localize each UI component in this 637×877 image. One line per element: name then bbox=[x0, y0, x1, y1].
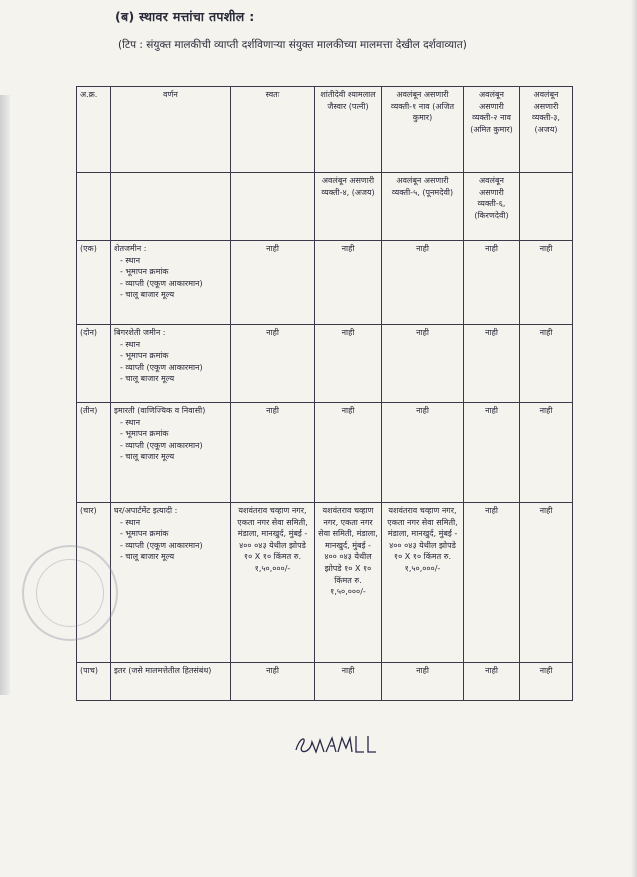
row-dependent-3: नाही bbox=[520, 325, 573, 403]
row-description bbox=[111, 241, 231, 325]
header-description: वर्णन bbox=[111, 87, 231, 173]
row-dependent-1: यशवंतराव चव्हाण नगर, एकता नगर सेवा समिती, मंडाला, मानखुर्द, मुंबई - ४०० ०४३ येथील झोपडे १० X १० किंमत रु. १,५०,०००/- bbox=[382, 503, 464, 663]
row-description bbox=[111, 663, 231, 701]
row-self: नाही bbox=[231, 241, 315, 325]
row-title: इतर (जसे मालमत्तेतील हितसंबंध) bbox=[114, 666, 212, 675]
row-spouse: नाही bbox=[315, 663, 382, 701]
row-dependent-1: नाही bbox=[382, 241, 464, 325]
row-self: नाही bbox=[231, 403, 315, 503]
row-dependent-1: नाही bbox=[382, 403, 464, 503]
table-header-row bbox=[77, 87, 573, 173]
row-detail: - व्याप्ती (एकूण आकारमान) bbox=[120, 278, 203, 288]
header-dependent-2: अवलंबून असणारी व्यक्ती-२ नाव (अमित कुमार) bbox=[464, 87, 520, 173]
row-serial: (चार) bbox=[77, 503, 111, 663]
subheader-dependent-5: अवलंबून असणारी व्यक्ती-५, (पूनमदेवी) bbox=[382, 173, 464, 241]
row-dependent-2: नाही bbox=[464, 325, 520, 403]
subheader-dependent-4: अवलंबून असणारी व्यक्ती-४, (अजय) bbox=[315, 173, 382, 241]
row-detail: - भूमापन क्रमांक bbox=[120, 351, 169, 361]
row-serial: (एक) bbox=[77, 241, 111, 325]
signature-stroke bbox=[296, 736, 376, 752]
subheader-dependent-6: अवलंबून असणारी व्यक्ती-६, (किरणदेवी) bbox=[464, 173, 520, 241]
row-detail: - स्थान bbox=[120, 517, 141, 527]
row-spouse: नाही bbox=[315, 325, 382, 403]
row-dependent-2: नाही bbox=[464, 663, 520, 701]
row-detail: - स्थान bbox=[120, 339, 141, 349]
empty-cell bbox=[231, 173, 315, 241]
empty-cell bbox=[77, 173, 111, 241]
row-detail: - भूमापन क्रमांक bbox=[120, 267, 169, 277]
faded-stamp-ring bbox=[36, 559, 104, 627]
faded-stamp bbox=[22, 545, 118, 641]
table-row bbox=[77, 241, 573, 325]
header-dependent-1: अवलंबून असणारी व्यक्ती-१ नाव (अजित कुमार) bbox=[382, 87, 464, 173]
row-title: बिगरशेती जमीन : bbox=[114, 328, 166, 337]
row-detail: - भूमापन क्रमांक bbox=[120, 429, 169, 439]
row-description bbox=[111, 325, 231, 403]
row-detail: - चालू बाजार मूल्य bbox=[120, 452, 175, 462]
row-detail: - व्याप्ती (एकूण आकारमान) bbox=[120, 440, 203, 450]
row-self: नाही bbox=[231, 663, 315, 701]
row-serial: (दोन) bbox=[77, 325, 111, 403]
row-detail: - व्याप्ती (एकूण आकारमान) bbox=[120, 362, 203, 372]
row-detail: - भूमापन क्रमांक bbox=[120, 529, 169, 539]
signature bbox=[290, 728, 380, 760]
row-dependent-2: नाही bbox=[464, 503, 520, 663]
row-description bbox=[111, 403, 231, 503]
row-spouse: नाही bbox=[315, 241, 382, 325]
row-self: यशवंतराव चव्हाण नगर, एकता नगर सेवा समिती, मंडाला, मानखुर्द, मुंबई - ४०० ०४३ येथील झोपडे १० X १० किंमत रु. १,५०,०००/- bbox=[231, 503, 315, 663]
row-dependent-1: नाही bbox=[382, 325, 464, 403]
row-serial: (पाच) bbox=[77, 663, 111, 701]
row-serial: (तीन) bbox=[77, 403, 111, 503]
row-dependent-2: नाही bbox=[464, 241, 520, 325]
table-row bbox=[77, 663, 573, 701]
empty-cell bbox=[520, 173, 573, 241]
row-title: घर/अपार्टमेंट इत्यादी : bbox=[114, 506, 178, 515]
table-row bbox=[77, 325, 573, 403]
immovable-assets-table bbox=[76, 86, 573, 701]
table-row bbox=[77, 503, 573, 663]
row-dependent-3: नाही bbox=[520, 403, 573, 503]
empty-cell bbox=[111, 173, 231, 241]
row-dependent-3: नाही bbox=[520, 503, 573, 663]
row-detail: - चालू बाजार मूल्य bbox=[120, 374, 175, 384]
row-spouse: नाही bbox=[315, 403, 382, 503]
row-title: शेतजमीन : bbox=[114, 244, 147, 253]
row-self: नाही bbox=[231, 325, 315, 403]
row-detail: - स्थान bbox=[120, 417, 141, 427]
header-self: स्वतः bbox=[231, 87, 315, 173]
page-edge-shadow bbox=[631, 0, 637, 877]
row-dependent-3: नाही bbox=[520, 663, 573, 701]
row-description bbox=[111, 503, 231, 663]
row-dependent-3: नाही bbox=[520, 241, 573, 325]
row-dependent-1: नाही bbox=[382, 663, 464, 701]
page-edge-shadow bbox=[0, 95, 10, 695]
row-title: इमारती (वाणिज्यिक व निवासी) bbox=[114, 406, 206, 415]
section-heading: (ब) स्थावर मत्तांचा तपशील : bbox=[115, 9, 255, 24]
header-serial: अ.क्र. bbox=[77, 87, 111, 173]
row-detail: - चालू बाजार मूल्य bbox=[120, 552, 175, 562]
table-row bbox=[77, 403, 573, 503]
table-subheader-row bbox=[77, 173, 573, 241]
header-dependent-3: अवलंबून असणारी व्यक्ती-३, (अजय) bbox=[520, 87, 573, 173]
header-spouse: शांतीदेवी श्यामलाल जैस्वार (पत्नी) bbox=[315, 87, 382, 173]
row-detail: - स्थान bbox=[120, 255, 141, 265]
row-dependent-2: नाही bbox=[464, 403, 520, 503]
row-detail: - चालू बाजार मूल्य bbox=[120, 290, 175, 300]
row-spouse: यशवंतराव चव्हाण नगर, एकता नगर सेवा समिती, मंडाला, मानखुर्द, मुंबई - ४०० ०४३ येथील झोपडे १० X १० किंमत रु. १,५०,०००/- bbox=[315, 503, 382, 663]
section-note: (टिप : संयुक्त मालकीची व्याप्ती दर्शविणाऱ्या संयुक्त मालकीच्या मालमत्ता देखील दर्शवाव्यात) bbox=[118, 39, 467, 51]
row-detail: - व्याप्ती (एकूण आकारमान) bbox=[120, 540, 203, 550]
